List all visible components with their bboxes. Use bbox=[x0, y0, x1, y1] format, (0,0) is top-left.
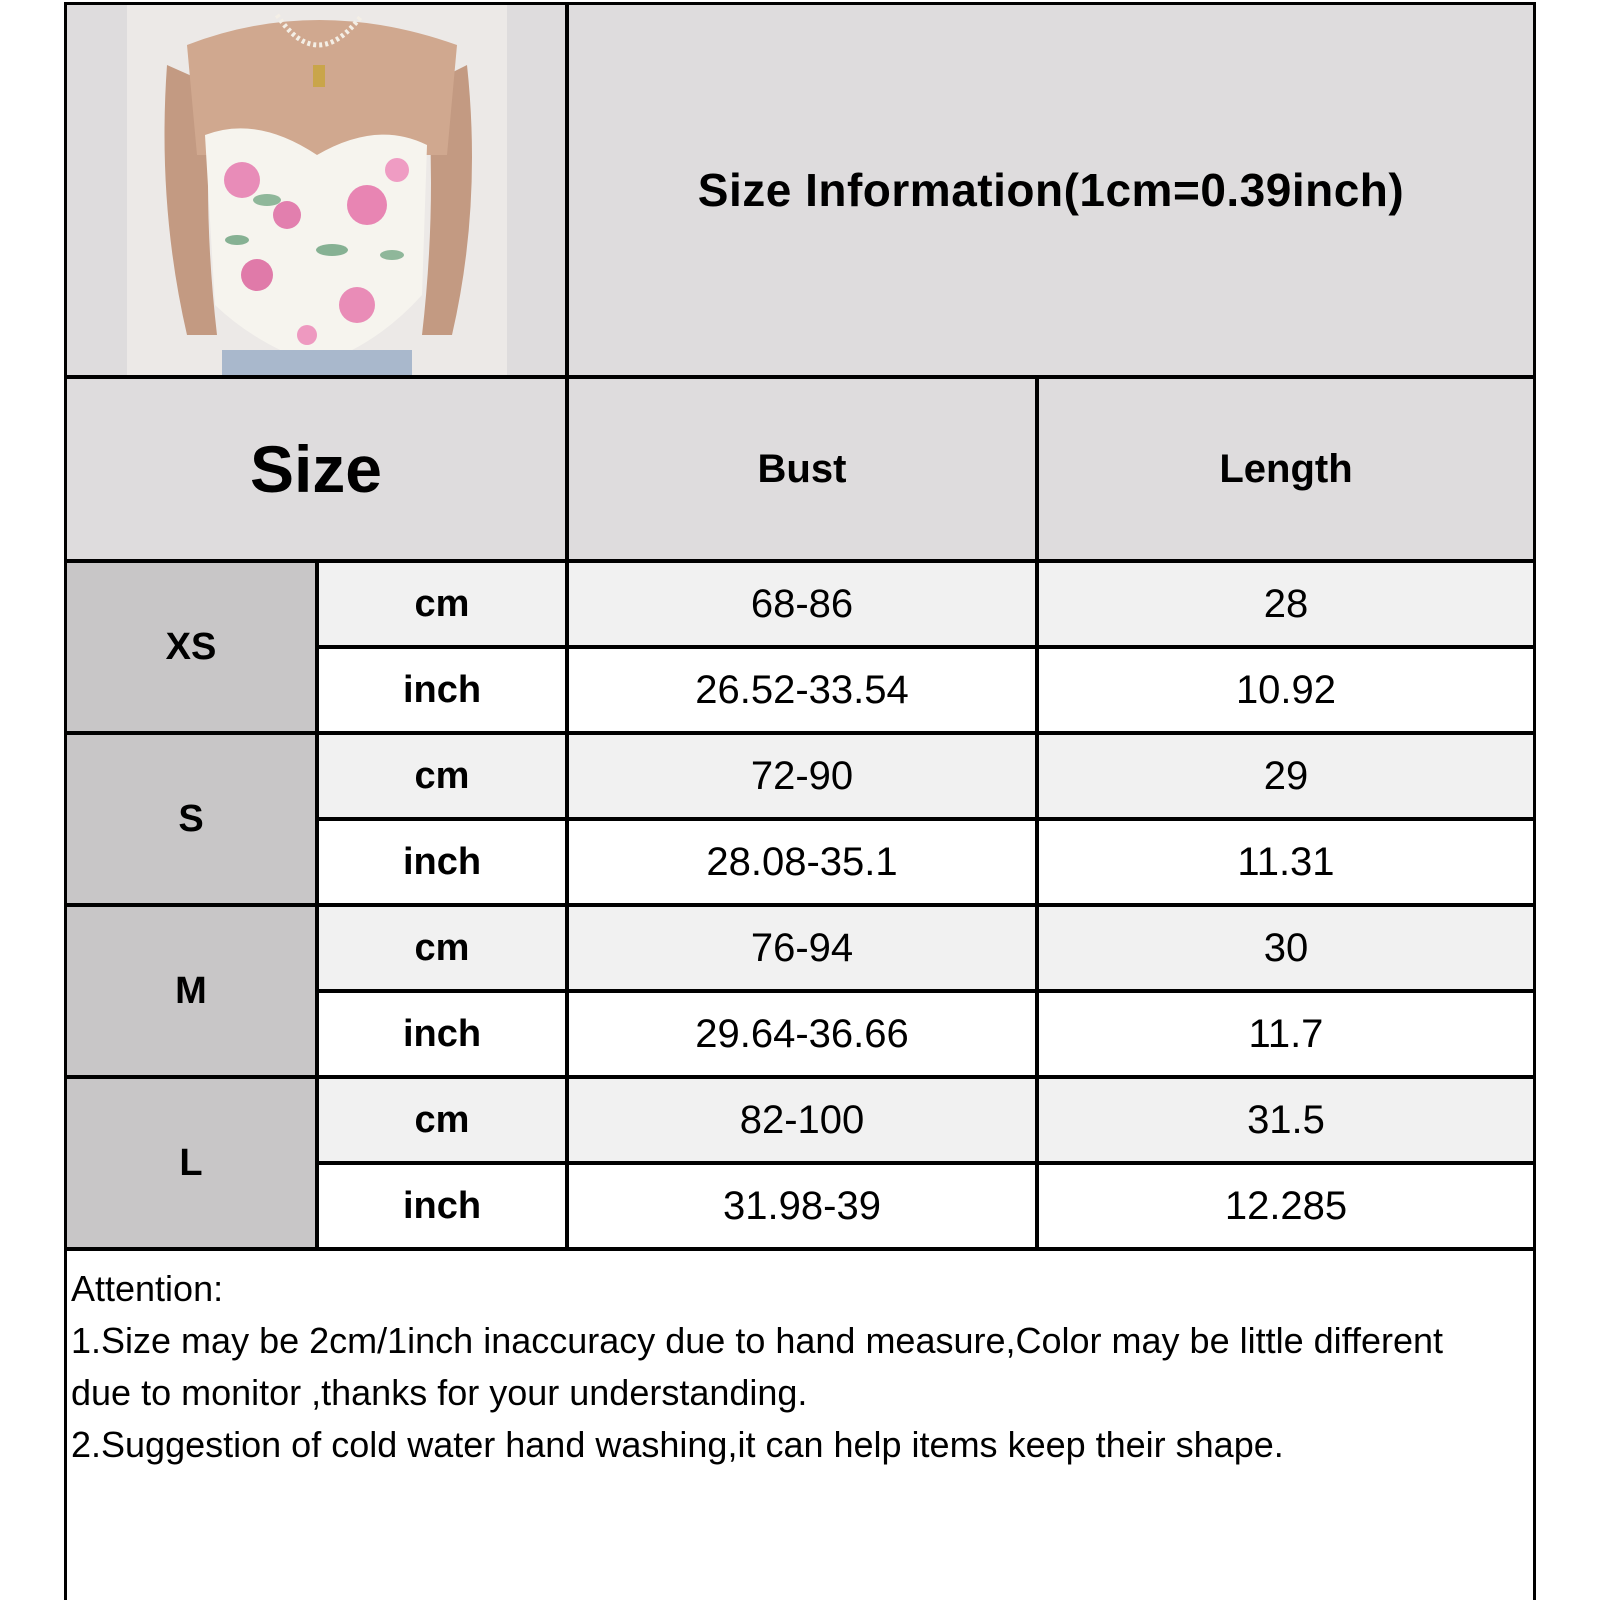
length-cell bbox=[1039, 1079, 1533, 1161]
length-cell bbox=[1039, 993, 1533, 1075]
product-photo bbox=[127, 5, 507, 375]
divider bbox=[67, 1247, 1533, 1251]
unit-label: inch bbox=[402, 668, 482, 711]
attention-note-1: 1.Size may be 2cm/1inch inaccuracy due to hand measure,Color may be little different due to monitor ,thanks for your understanding. bbox=[71, 1320, 1444, 1413]
unit-label: cm bbox=[414, 754, 470, 797]
bust-cell bbox=[569, 649, 1035, 731]
length-value: 29 bbox=[1263, 753, 1309, 798]
bust-value: 31.98-39 bbox=[723, 1183, 881, 1228]
attention-notes bbox=[71, 1263, 1511, 1471]
size-label: S bbox=[178, 797, 204, 840]
bust-value: 72-90 bbox=[750, 753, 854, 798]
size-label-cell bbox=[67, 907, 315, 1075]
attention-heading: Attention: bbox=[71, 1268, 224, 1309]
divider bbox=[315, 563, 319, 1251]
length-value: 28 bbox=[1263, 581, 1309, 626]
product-photo-cell bbox=[67, 5, 565, 375]
bust-value: 68-86 bbox=[750, 581, 854, 626]
bust-cell bbox=[569, 993, 1035, 1075]
unit-label: inch bbox=[402, 1012, 482, 1055]
size-header-cell bbox=[67, 379, 565, 559]
divider bbox=[315, 645, 1533, 649]
divider bbox=[1035, 379, 1039, 1251]
unit-cell bbox=[319, 821, 565, 903]
size-label: M bbox=[175, 969, 207, 1012]
divider bbox=[315, 817, 1533, 821]
title-cell bbox=[569, 5, 1533, 375]
divider bbox=[565, 5, 569, 1251]
unit-cell bbox=[319, 649, 565, 731]
bust-cell bbox=[569, 907, 1035, 989]
length-header: Length bbox=[1219, 446, 1353, 491]
size-label-cell bbox=[67, 735, 315, 903]
length-cell bbox=[1039, 649, 1533, 731]
chart-title: Size Information(1cm=0.39inch) bbox=[697, 164, 1405, 216]
unit-cell bbox=[319, 1165, 565, 1247]
length-cell bbox=[1039, 563, 1533, 645]
size-label: XS bbox=[165, 625, 217, 668]
bust-value: 82-100 bbox=[739, 1097, 865, 1142]
unit-label: inch bbox=[402, 1184, 482, 1227]
divider bbox=[67, 1075, 1533, 1079]
unit-cell bbox=[319, 735, 565, 817]
divider bbox=[67, 375, 1533, 379]
size-chart bbox=[64, 2, 1536, 1600]
length-cell bbox=[1039, 821, 1533, 903]
length-value: 31.5 bbox=[1247, 1097, 1325, 1142]
divider bbox=[67, 559, 1533, 563]
bust-value: 26.52-33.54 bbox=[695, 667, 909, 712]
length-cell bbox=[1039, 907, 1533, 989]
divider bbox=[315, 1161, 1533, 1165]
bust-cell bbox=[569, 563, 1035, 645]
bust-value: 28.08-35.1 bbox=[706, 839, 898, 884]
unit-cell bbox=[319, 907, 565, 989]
unit-label: cm bbox=[414, 1098, 470, 1141]
length-header-cell bbox=[1039, 379, 1533, 559]
bust-header-cell bbox=[569, 379, 1035, 559]
length-value: 11.7 bbox=[1248, 1011, 1324, 1056]
bust-value: 29.64-36.66 bbox=[695, 1011, 909, 1056]
attention-note-2: 2.Suggestion of cold water hand washing,it can help items keep their shape. bbox=[71, 1424, 1284, 1465]
unit-label: cm bbox=[414, 582, 470, 625]
bust-header: Bust bbox=[757, 446, 847, 491]
length-value: 11.31 bbox=[1237, 839, 1335, 884]
size-label-cell bbox=[67, 1079, 315, 1247]
size-label: L bbox=[179, 1141, 203, 1184]
divider bbox=[67, 731, 1533, 735]
divider bbox=[67, 903, 1533, 907]
unit-cell bbox=[319, 1079, 565, 1161]
length-value: 10.92 bbox=[1235, 667, 1337, 712]
length-cell bbox=[1039, 735, 1533, 817]
size-label-cell bbox=[67, 563, 315, 731]
unit-cell bbox=[319, 993, 565, 1075]
length-value: 12.285 bbox=[1224, 1183, 1348, 1228]
unit-label: inch bbox=[402, 840, 482, 883]
bust-cell bbox=[569, 1079, 1035, 1161]
unit-cell bbox=[319, 563, 565, 645]
size-header: Size bbox=[249, 432, 383, 506]
unit-label: cm bbox=[414, 926, 470, 969]
bust-value: 76-94 bbox=[750, 925, 854, 970]
bust-cell bbox=[569, 821, 1035, 903]
divider bbox=[315, 989, 1533, 993]
bust-cell bbox=[569, 735, 1035, 817]
bust-cell bbox=[569, 1165, 1035, 1247]
length-value: 30 bbox=[1263, 925, 1309, 970]
length-cell bbox=[1039, 1165, 1533, 1247]
